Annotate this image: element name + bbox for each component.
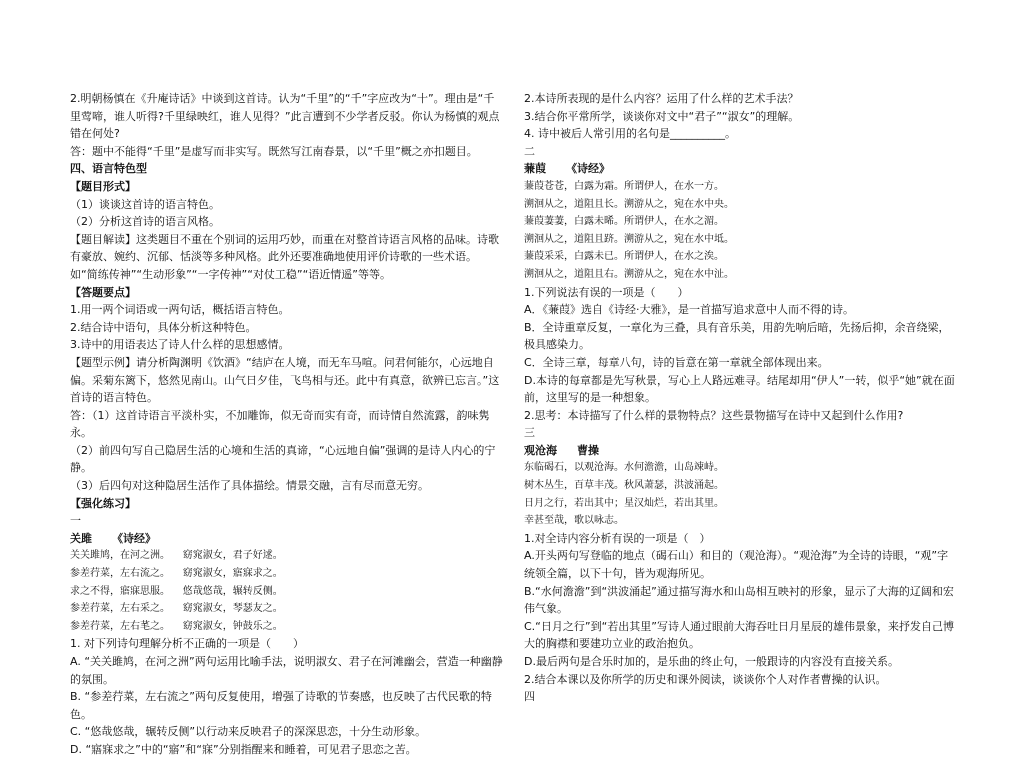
example-text: 【题型示例】请分析陶渊明《饮酒》“结庐在人境，而无车马喧。问君何能尔，心远地自偏。采菊东篱下，悠然见南山。山气日夕佳，飞鸟相与还。此中有真意，欲辨已忘言。”这首诗的语言特色。 xyxy=(70,355,500,405)
poem-author: 曹操 xyxy=(577,443,599,457)
part-label: 四 xyxy=(524,690,535,704)
option-b: B.“水何澹澹”到“洪波涌起”通过描写海水和山岛相互映衬的形象，显示了大海的辽阔和宏伟气象。 xyxy=(524,584,954,616)
form-item: （2）分析这首诗的语言风格。 xyxy=(70,215,220,229)
right-column xyxy=(524,90,958,706)
question-text: 2.本诗所表现的是什么内容？运用了什么样的艺术手法？ xyxy=(524,92,799,105)
question-text: 2.思考：本诗描写了什么样的景物特点？这些景物描写在诗中又起到什么作用? xyxy=(524,408,904,422)
option-a: A．《蒹葭》选自《诗经·大雅》，是一首描写追求意中人而不得的诗。 xyxy=(524,303,855,317)
option-d: D.本诗的每章都是先写秋景，写心上人路远难寻。结尾却用“伊人”一转，似乎“她”就在面前，这里写的是一种想象。 xyxy=(524,373,955,405)
part-label: 二 xyxy=(524,144,535,158)
option-d: D.最后两句是合乐时加的，是乐曲的终止句，一般跟诗的内容没有直接关系。 xyxy=(524,655,899,668)
poem-name: 蒹葭 xyxy=(524,162,546,176)
poem-line: 参差荇菜，左右芼之。 窈窕淑女，钟鼓乐之。 xyxy=(70,620,283,632)
question-text: 2.明朝杨慎在《升庵诗话》中谈到这首诗。认为“千里”的“千”字应改为“十”。理由是“千里莺啼，谁人听得?千里绿映红，谁人见得？”此言遭到不少学者反驳。你认为杨慎的观点错在何处? xyxy=(70,92,500,141)
section-heading: 四、语言特色型 xyxy=(70,162,147,176)
answer-text: 答：题中不能得“千里”是虚写而非实写。既然写江南春景，以“千里”概之亦扣题目。 xyxy=(70,144,478,158)
option-c: C.“日月之行”到“若出其里”写诗人通过眼前大海吞吐日月星辰的雄伟景象，来抒发自己博大的胸襟和要建功立业的政治抱负。 xyxy=(524,619,954,651)
question-text: 1. 对下列诗句理解分析不正确的一项是（ ） xyxy=(70,637,304,651)
poem-line: 蒹葭萋萋，白露未晞。所谓伊人，在水之湄。 xyxy=(524,216,724,228)
poem-name: 关雎 xyxy=(70,531,92,545)
poem-title xyxy=(70,530,504,548)
part-label: 一 xyxy=(70,514,81,528)
option-c: C. “悠哉悠哉，辗转反侧”以行动来反映君子的深深思恋，十分生动形象。 xyxy=(70,725,427,739)
form-item: （1）谈谈这首诗的语言特色。 xyxy=(70,197,220,211)
poem-line: 溯洄从之，道阻且跻。溯游从之，宛在水中坻。 xyxy=(524,233,734,245)
answer-point: 1.用一两个词语或一两句话，概括语言特色。 xyxy=(70,303,290,317)
poem-line: 幸甚至哉，歌以咏志。 xyxy=(524,515,624,527)
poem-line: 溯洄从之，道阻且右。溯游从之，宛在水中沚。 xyxy=(524,268,734,280)
poem-line: 日月之行，若出其中；星汉灿烂，若出其里。 xyxy=(524,497,724,509)
example-answer: （2）前四句写自己隐居生活的心境和生活的真谛，“心远地自偏”强调的是诗人内心的宁静。 xyxy=(70,443,496,475)
option-a: A.开头两句写登临的地点（碣石山）和目的（观沧海）。“观沧海”为全诗的诗眼，“观”字统领全篇，以下十句，皆为观海所见。 xyxy=(524,549,949,581)
poem-line: 溯洄从之，道阻且长。溯游从之，宛在水中央。 xyxy=(524,198,734,210)
option-b: B. “参差荇菜，左右流之”两句反复使用，增强了诗歌的节奏感，也反映了古代民歌的特色。 xyxy=(70,690,492,721)
left-column xyxy=(70,90,504,759)
answer-point: 2.结合诗中语句，具体分析这种特色。 xyxy=(70,320,257,334)
option-a: A. “关关雎鸠，在河之洲”两句运用比喻手法，说明淑女、君子在河滩幽会，营造一种幽静的氛围。 xyxy=(70,655,503,686)
poem-line: 蒹葭采采，白露未已。所谓伊人，在水之涘。 xyxy=(524,251,724,263)
poem-line: 东临碣石，以观沧海。水何澹澹，山岛竦峙。 xyxy=(524,462,724,474)
subsection-heading: 【题目形式】 xyxy=(70,179,136,193)
poem-title xyxy=(524,160,958,178)
question-text: 3.结合你平常所学，谈谈你对文中“君子”“淑女”的理解。 xyxy=(524,109,800,123)
poem-line: 参差荇菜，左右采之。 窈窕淑女，琴瑟友之。 xyxy=(70,603,283,615)
poem-line: 蒹葭苍苍，白露为霜。所谓伊人，在水一方。 xyxy=(524,180,724,192)
question-text: 1.对全诗内容分析有误的一项是（ ） xyxy=(524,531,711,545)
question-text: 4. 诗中被后人常引用的名句是__________。 xyxy=(524,127,736,141)
option-b: B．全诗重章反复，一章化为三叠，具有音乐美，用韵先响后暗，先扬后抑，余音绕梁，极具感染力。 xyxy=(524,320,950,352)
part-label: 三 xyxy=(524,426,535,440)
interpretation-text: 【题目解读】这类题目不重在个别词的运用巧妙，而重在对整首诗语言风格的品味。诗歌有豪放、婉约、沉郁、恬淡等多种风格。此外还要准确地使用评价诗歌的一些术语。如“简练传神”“生动形象”“一字传神”“对仗工稳”“语近情遥”等等。 xyxy=(70,232,499,281)
poem-line: 树木丛生，百草丰茂。秋风萧瑟，洪波涌起。 xyxy=(524,480,724,492)
subsection-heading: 【强化练习】 xyxy=(70,496,136,510)
subsection-heading: 【答题要点】 xyxy=(70,285,136,299)
poem-line: 求之不得，寤寐思服。 悠哉悠哉，辗转反侧。 xyxy=(70,585,283,597)
poem-source: 《诗经》 xyxy=(566,162,610,176)
option-c: C．全诗三章，每章八句，诗的旨意在第一章就全部体现出来。 xyxy=(524,355,829,369)
example-answer: （3）后四句对这种隐居生活作了具体描绘。情景交融，言有尽而意无穷。 xyxy=(70,479,429,493)
poem-source: 《诗经》 xyxy=(112,531,156,545)
option-d: D. “寤寐求之”中的“寤”和“寐”分别指醒来和睡着，可见君子思恋之苦。 xyxy=(70,742,417,756)
poem-line: 参差荇菜，左右流之。 窈窕淑女，寤寐求之。 xyxy=(70,568,283,580)
question-text: 2.结合本课以及你所学的历史和课外阅读，谈谈你个人对作者曹操的认识。 xyxy=(524,672,887,686)
poem-line: 关关雎鸠，在河之洲。 窈窕淑女，君子好逑。 xyxy=(70,550,283,562)
poem-title xyxy=(524,442,958,460)
poem-name: 观沧海 xyxy=(524,443,557,457)
answer-point: 3.诗中的用语表达了诗人什么样的思想感情。 xyxy=(70,338,290,352)
example-answer: 答：（1）这首诗语言平淡朴实，不加雕饰，似无奇而实有奇，而诗情自然流露，韵味隽永。 xyxy=(70,408,490,440)
question-text: 1.下列说法有误的一项是（ ） xyxy=(524,285,689,299)
